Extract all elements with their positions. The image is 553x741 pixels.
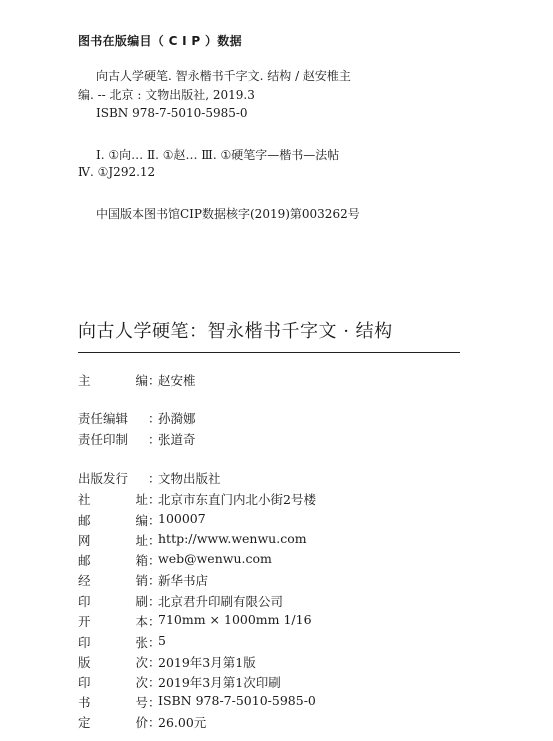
credit-label-char: 印 <box>78 635 91 650</box>
credit-row-printer <box>78 592 283 610</box>
colon: ： <box>148 594 161 609</box>
credit-label-char: 印 <box>78 594 91 609</box>
colon: ： <box>148 533 161 548</box>
cip-heading: 图书在版编目（ C I P ）数据 <box>78 34 242 48</box>
credit-label <box>78 713 148 731</box>
credit-row-responsible-editor <box>78 409 196 427</box>
credit-label-char: 销 <box>135 573 148 588</box>
credit-value: 26.00元 <box>158 715 207 730</box>
credit-label <box>78 551 148 569</box>
credit-label-char: 号 <box>135 695 148 710</box>
cip-line-1: 向古人学硬笔. 智永楷书千字文. 结构 / 赵安椎主 <box>96 69 351 83</box>
credit-value: 新华书店 <box>158 573 209 588</box>
credit-label-char: 张 <box>135 635 148 650</box>
credit-label-char: 本 <box>135 614 148 629</box>
colon: ： <box>148 573 161 588</box>
credit-label-char: 主 <box>78 373 91 388</box>
credit-label-char: 开 <box>78 614 91 629</box>
cip-line-4: Ⅰ. ①向… Ⅱ. ①赵… Ⅲ. ①硬笔字—楷书—法帖 <box>96 148 340 162</box>
credit-row-price <box>78 713 206 731</box>
credit-value: 710mm × 1000mm 1/16 <box>158 612 312 627</box>
credit-label-char: 次 <box>135 655 148 670</box>
credit-label <box>78 612 148 630</box>
credit-label-char: 编 <box>135 373 148 388</box>
credit-label: 责任编辑 <box>78 411 129 426</box>
credit-label-char: 编 <box>135 513 148 528</box>
credit-value: 5 <box>158 633 166 648</box>
credit-value: 孙漪娜 <box>158 411 196 426</box>
credit-label-char: 邮 <box>78 553 91 568</box>
credit-label <box>78 371 148 389</box>
cip-line-3: ISBN 978-7-5010-5985-0 <box>96 106 248 120</box>
credit-label-char: 址 <box>135 533 148 548</box>
credit-label-char: 社 <box>78 492 91 507</box>
credit-row-isbn <box>78 693 316 711</box>
colon: ： <box>148 655 161 670</box>
credit-row-publisher <box>78 469 221 487</box>
credit-value: 赵安椎 <box>158 373 196 388</box>
credit-value: 文物出版社 <box>158 471 221 486</box>
credit-label-char: 邮 <box>78 513 91 528</box>
colon: ： <box>148 513 161 528</box>
credit-label: 责任印制 <box>78 432 129 447</box>
colon: ： <box>148 635 161 650</box>
credit-label-char: 价 <box>135 715 148 730</box>
credit-label-char: 书 <box>78 695 91 710</box>
credit-label <box>78 592 148 610</box>
credit-value: 2019年3月第1次印刷 <box>158 675 281 690</box>
credit-row-format <box>78 612 312 630</box>
book-title: 向古人学硬笔：智永楷书千字文 · 结构 <box>78 321 393 342</box>
colon: ： <box>148 695 161 710</box>
credit-label <box>78 511 148 529</box>
colon: ： <box>148 675 161 690</box>
credit-label-char: 箱 <box>135 553 148 568</box>
credit-label-char: 定 <box>78 715 91 730</box>
credit-label-char: 址 <box>135 492 148 507</box>
credit-label-char: 版 <box>78 655 91 670</box>
credit-label: 出版发行 <box>78 471 129 486</box>
credit-label <box>78 633 148 651</box>
credit-row-edition <box>78 653 256 671</box>
colon: ： <box>148 614 161 629</box>
credit-row-address <box>78 490 316 508</box>
credit-row-printing <box>78 673 281 691</box>
credit-label-char: 网 <box>78 533 91 548</box>
credit-value: 北京市东直门内北小街2号楼 <box>158 492 316 507</box>
credit-label-char: 经 <box>78 573 91 588</box>
credit-row-print-supervisor <box>78 430 196 448</box>
colon: ： <box>148 715 161 730</box>
credit-row-email <box>78 551 272 569</box>
colon: ： <box>148 373 161 388</box>
cip-line-2: 编. -- 北京 : 文物出版社, 2019.3 <box>78 88 255 102</box>
cip-line-5: Ⅳ. ①J292.12 <box>78 165 156 179</box>
email-address: web@wenwu.com <box>158 551 272 566</box>
credit-label-char: 次 <box>135 675 148 690</box>
credit-value: ISBN 978-7-5010-5985-0 <box>158 693 316 708</box>
credit-row-website <box>78 531 307 549</box>
credit-row-distributor <box>78 571 208 589</box>
credit-row-sheets <box>78 633 166 651</box>
credit-value: 2019年3月第1版 <box>158 655 256 670</box>
title-divider <box>78 352 460 353</box>
credit-value: 100007 <box>158 511 206 526</box>
credit-label <box>78 693 148 711</box>
cip-line-6: 中国版本图书馆CIP数据核字(2019)第003262号 <box>96 207 360 221</box>
website-link: http://www.wenwu.com <box>158 531 307 546</box>
colon: ： <box>148 471 161 486</box>
credit-label <box>78 673 148 691</box>
colon: ： <box>148 411 161 426</box>
credit-label <box>78 571 148 589</box>
credit-row-postcode <box>78 511 206 529</box>
colon: ： <box>148 492 161 507</box>
credit-label <box>78 531 148 549</box>
credit-label <box>78 653 148 671</box>
colon: ： <box>148 432 161 447</box>
colon: ： <box>148 553 161 568</box>
credit-label-char: 印 <box>78 675 91 690</box>
credit-value: 北京君升印刷有限公司 <box>158 594 284 609</box>
credit-row-chief-editor <box>78 371 196 389</box>
credit-label <box>78 490 148 508</box>
credit-label-char: 刷 <box>135 594 148 609</box>
credit-value: 张道奇 <box>158 432 196 447</box>
